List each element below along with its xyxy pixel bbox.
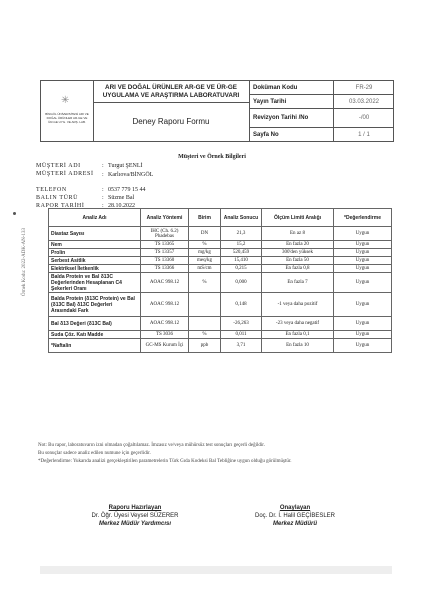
evaluation: Uygun <box>334 339 392 353</box>
lab-title: ARI VE DOĞAL ÜRÜNLER AR-GE VE ÜR-GE UYGULAMA VE ARAŞTIRMA LABORATUVARI <box>93 81 249 103</box>
signature-title: Onaylayan <box>279 505 311 511</box>
method: AOAC 998.12 <box>141 317 189 331</box>
result: 15,2 <box>221 241 262 249</box>
info-colon: : <box>102 163 104 169</box>
method: TS 13366 <box>141 265 189 273</box>
info-colon: : <box>102 172 104 178</box>
info-label: MÜŞTERİ ADI <box>36 163 81 169</box>
faded-footer <box>40 566 392 574</box>
column-header: Analiz Sonucu <box>221 209 262 227</box>
document-header <box>40 80 394 142</box>
unit: mS/cm <box>189 265 221 273</box>
evaluation: Uygun <box>334 273 392 293</box>
table-row <box>49 273 392 293</box>
table-row <box>49 265 392 273</box>
meta-value: -/00 <box>358 115 370 121</box>
limit: En fazla 0,1 <box>262 331 334 339</box>
result: 0,000 <box>221 273 262 293</box>
meta-value: FR-29 <box>355 84 373 91</box>
unit: % <box>189 331 221 339</box>
unit: mg/kg <box>189 249 221 257</box>
limit: -23 veya daha negatif <box>262 317 334 331</box>
limit: En fazla 10 <box>262 339 334 353</box>
limit: 300'den yüksek <box>262 249 334 257</box>
info-label: RAPOR TARİHİ <box>36 203 85 209</box>
method: TS 13360 <box>141 257 189 265</box>
limit: En fazla 20 <box>262 241 334 249</box>
analysis-name: Diastaz Sayısı <box>49 227 141 241</box>
unit: DN <box>189 227 221 241</box>
table-row <box>49 249 392 257</box>
table-row <box>49 227 392 241</box>
result: -26,263 <box>221 317 262 331</box>
report-notes <box>38 442 394 466</box>
evaluation: Uygun <box>334 249 392 257</box>
info-value: Süzme Bal <box>108 195 135 201</box>
signature-role: Merkez Müdür Yardımcısı <box>98 521 172 527</box>
sample-code-side-text: Örnek Kodu: 2022-ADK-AN-133 <box>22 227 27 296</box>
analysis-name: Bal δ13 Değeri (δ13C Bal) <box>49 317 141 331</box>
approver-signature <box>220 504 370 528</box>
unit <box>189 293 221 317</box>
results-table <box>48 208 392 353</box>
method: GC-MS Kurum İçi <box>141 339 189 353</box>
document-meta <box>249 81 394 141</box>
unit <box>189 317 221 331</box>
university-logo <box>41 81 94 141</box>
analysis-name: Serbest Asitlik <box>49 257 141 265</box>
signature-title: Raporu Hazırlayan <box>108 505 162 511</box>
meta-row <box>250 95 394 109</box>
logo-text: BİNGÖL ÜNİVERSİTESİ ARI VE DOĞAL ÜRÜNLER AR-GE VE ÜR-GE UYG. VE ARŞ. LAB. <box>45 112 89 124</box>
table-row <box>49 293 392 317</box>
signature-role: Merkez Müdürü <box>272 521 317 527</box>
analysis-name: Prolin <box>49 249 141 257</box>
analysis-name: Nem <box>49 241 141 249</box>
note-line: Not: Bu rapor, laboratuvarın izni olmadan çoğaltılamaz. İmzasız ve/veya mühürsüz test sonuçları geçerli değildir. <box>38 443 265 448</box>
table-row <box>49 317 392 331</box>
meta-label: Revizyon Tarihi /No <box>250 109 334 127</box>
info-label: BALIN TÜRÜ <box>36 195 79 201</box>
analysis-name: *Naftalin <box>49 339 141 353</box>
preparer-signature <box>60 504 210 528</box>
evaluation: Uygun <box>334 265 392 273</box>
meta-value: 03.03.2022 <box>348 98 380 105</box>
info-section-title: Müşteri ve Örnek Bilgileri <box>178 154 246 160</box>
limit: En fazla 0,8 <box>262 265 334 273</box>
note-line: *Değerlendirme: Yukarıda analizi gerçekleştirilen parametrelerin Türk Gıda Kodeksi Bal Tebliğine uygun olduğu görülmüştür. <box>38 459 292 464</box>
result: 0,215 <box>221 265 262 273</box>
limit: En az 8 <box>262 227 334 241</box>
unit: % <box>189 241 221 249</box>
info-label: MÜŞTERİ ADRESİ <box>36 171 94 177</box>
result: 21,3 <box>221 227 262 241</box>
column-header: *Değerlendirme <box>334 209 392 227</box>
analysis-name: Suda Çöz. Katı Madde <box>49 331 141 339</box>
table-header-row <box>49 209 392 227</box>
result: 15,410 <box>221 257 262 265</box>
table-row <box>49 257 392 265</box>
form-name: Deney Raporu Formu <box>132 117 210 126</box>
result: 0,011 <box>221 331 262 339</box>
info-value: 28.10.2022 <box>108 203 135 209</box>
limit: En fazla 7 <box>262 273 334 293</box>
limit: -1 veya daha pozitif <box>262 293 334 317</box>
meta-label: Sayfa No <box>250 128 334 141</box>
result: 520,459 <box>221 249 262 257</box>
analysis-name: Balda Protein (δ13C Protein) ve Bal (δ13C Bal) δ13C Değerleri Arasındaki Fark <box>49 293 141 317</box>
unit: % <box>189 273 221 293</box>
evaluation: Uygun <box>334 331 392 339</box>
note-line: Bu sonuçlar sadece analiz edilen numune için geçerlidir. <box>38 451 151 456</box>
info-value: Karlıova/BİNGÖL <box>108 172 154 178</box>
method: AOAC 998.12 <box>141 273 189 293</box>
method: IHC (Ch. 6.2) Phadebas <box>141 227 189 241</box>
table-row <box>49 331 392 339</box>
logo-icon: ✳ <box>61 95 70 106</box>
method: TS 3036 <box>141 331 189 339</box>
evaluation: Uygun <box>334 317 392 331</box>
method: TS 13365 <box>141 241 189 249</box>
info-label: TELEFON <box>36 187 67 193</box>
meta-label: Yayın Tarihi <box>250 95 334 108</box>
evaluation: Uygun <box>334 257 392 265</box>
method: AOAC 998.12 <box>141 293 189 317</box>
info-colon: : <box>102 203 104 209</box>
unit: meq/kg <box>189 257 221 265</box>
meta-row <box>250 128 394 141</box>
column-header: Analiz Yöntemi <box>141 209 189 227</box>
evaluation: Uygun <box>334 241 392 249</box>
info-colon: : <box>102 187 104 193</box>
meta-row <box>250 109 394 128</box>
method: TS 13357 <box>141 249 189 257</box>
result: 3,71 <box>221 339 262 353</box>
info-value: 0537 779 15 44 <box>108 187 146 193</box>
column-header: Birim <box>189 209 221 227</box>
analysis-name: Balda Protein ve Bal δ13C Değerlerinden Hesaplanan C4 Şekerleri Oranı <box>49 273 141 293</box>
column-header: Analiz Adı <box>49 209 141 227</box>
unit: ppb <box>189 339 221 353</box>
meta-value: 1 / 1 <box>358 131 370 138</box>
column-header: Ölçüm Limiti Aralığı <box>262 209 334 227</box>
table-row <box>49 241 392 249</box>
evaluation: Uygun <box>334 293 392 317</box>
signature-name: Dr. Öğr. Üyesi Veysel SÜZERER <box>91 513 179 519</box>
info-value: Turgut ŞENLİ <box>108 163 143 169</box>
table-row <box>49 339 392 353</box>
meta-row <box>250 81 394 95</box>
info-colon: : <box>102 195 104 201</box>
scan-mark <box>13 212 16 215</box>
meta-label: Doküman Kodu <box>250 81 334 94</box>
limit: En fazla 50 <box>262 257 334 265</box>
evaluation: Uygun <box>334 227 392 241</box>
signature-name: Doç. Dr. İ. Halil GEÇİBESLER <box>254 513 336 519</box>
result: 0,148 <box>221 293 262 317</box>
analysis-name: Elektriksel İletkenlik <box>49 265 141 273</box>
